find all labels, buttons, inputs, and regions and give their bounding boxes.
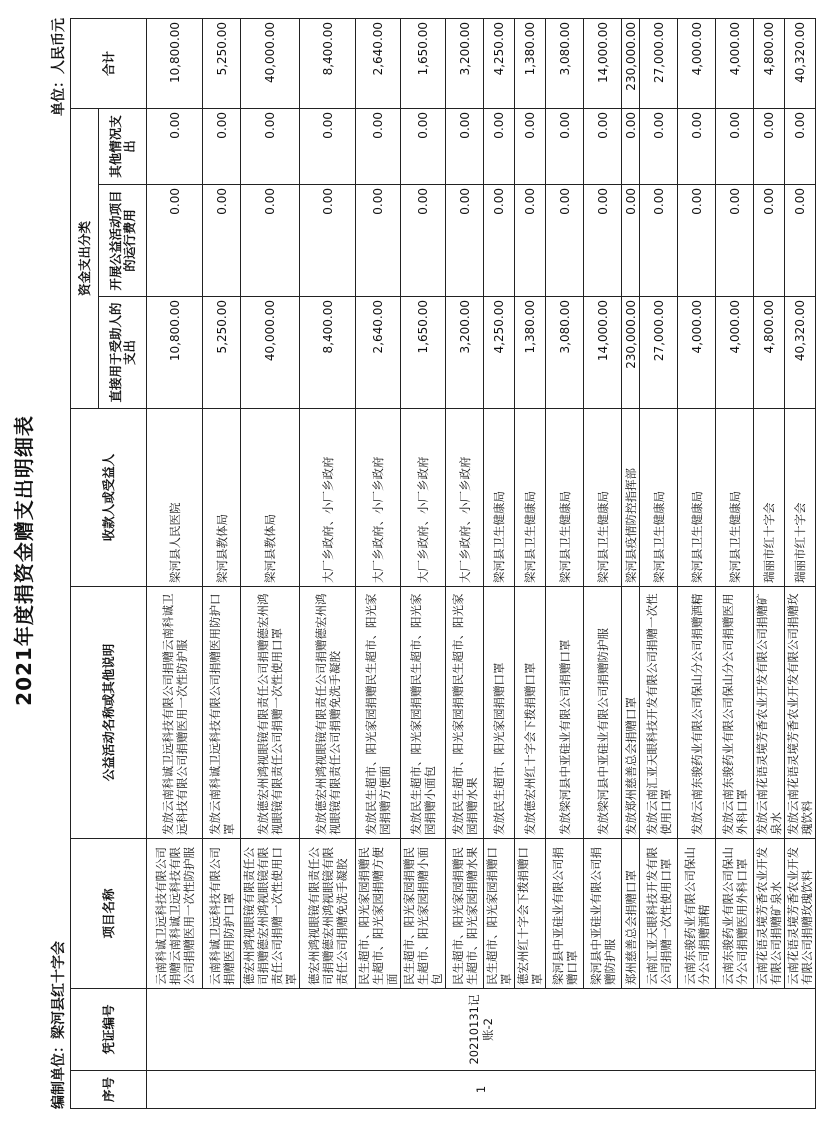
- operating-cell: 0.00: [484, 185, 515, 297]
- direct-cell: 10,800.00: [147, 297, 203, 409]
- total-cell: 4,800.00: [754, 18, 785, 108]
- unit-label: 单位：人民币元: [51, 18, 67, 116]
- header-activity: 公益活动名称或其他说明: [71, 587, 147, 839]
- direct-cell: 1,650.00: [401, 297, 446, 409]
- project-cell: 郑州慈善总会捐赠口罩: [622, 839, 640, 989]
- other-cell: 0.00: [622, 108, 640, 184]
- header-group-label: 资金支出分类: [76, 220, 92, 296]
- operating-cell: 0.00: [203, 185, 241, 297]
- project-cell: 德宏州鸿视眼镜有限责任公司捐赠德宏州鸿视眼镜有限责任公司捐赠一次性使用口罩: [241, 839, 300, 989]
- activity-cell: 发放云南汇亚天眼科技开发有限公司捐赠一次性使用口罩: [640, 587, 678, 839]
- activity-cell: 发放云南花语灵境芳香农业开发有限公司捐赠矿泉水: [754, 587, 785, 839]
- recipient-cell: 梁河县卫生健康局: [546, 409, 584, 587]
- direct-cell: 230,000.00: [622, 297, 640, 409]
- recipient-cell: 大厂乡政府、小厂乡政府: [446, 409, 484, 587]
- direct-cell: 40,000.00: [241, 297, 300, 409]
- operating-cell: 0.00: [678, 185, 716, 297]
- activity-cell: 发放郑州慈善总会捐赠口罩: [622, 587, 640, 839]
- recipient-cell: 大厂乡政府、小厂乡政府: [356, 409, 401, 587]
- direct-cell: 4,000.00: [678, 297, 716, 409]
- recipient-cell: 大厂乡政府、小厂乡政府: [401, 409, 446, 587]
- activity-cell: 发放云南花语灵境芳香农业开发有限公司捐赠玫瑰饮料: [785, 587, 816, 839]
- total-cell: 4,000.00: [678, 18, 716, 108]
- activity-cell: 发放德宏州鸿视眼镜有限责任公司捐赠德宏州鸿视眼镜有限责任公司捐赠一次性使用口罩: [241, 587, 300, 839]
- other-cell: 0.00: [356, 108, 401, 184]
- recipient-cell: 梁河县卫生健康局: [515, 409, 546, 587]
- direct-cell: 40,320.00: [785, 297, 816, 409]
- project-cell: 民生超市、阳光家园捐赠口罩: [484, 839, 515, 989]
- operating-cell: 0.00: [515, 185, 546, 297]
- header-group: [71, 108, 99, 408]
- total-cell: 1,380.00: [515, 18, 546, 108]
- project-cell: 梁河县中亚硅业有限公司捐赠防护服: [584, 839, 622, 989]
- other-cell: 0.00: [484, 108, 515, 184]
- total-cell: 230,000.00: [622, 18, 640, 108]
- other-cell: 0.00: [300, 108, 356, 184]
- recipient-cell: 瑞丽市红十字会: [785, 409, 816, 587]
- activity-cell: 发放民生超市、阳光家园捐赠口罩: [484, 587, 515, 839]
- operating-cell: 0.00: [241, 185, 300, 297]
- project-cell: 梁河县中亚硅业有限公司捐赠口罩: [546, 839, 584, 989]
- direct-cell: 4,250.00: [484, 297, 515, 409]
- operating-cell: 0.00: [584, 185, 622, 297]
- table-row: [640, 18, 678, 1108]
- other-cell: 0.00: [640, 108, 678, 184]
- page-title: 2021年度捐资金赠支出明细表: [12, 415, 36, 706]
- operating-cell: 0.00: [622, 185, 640, 297]
- activity-cell: 发放云南东骏药业有限公司保山分公司捐赠酒精: [678, 587, 716, 839]
- total-cell: 2,640.00: [356, 18, 401, 108]
- total-cell: 27,000.00: [640, 18, 678, 108]
- other-cell: 0.00: [446, 108, 484, 184]
- total-cell: 1,650.00: [401, 18, 446, 108]
- operating-cell: 0.00: [300, 185, 356, 297]
- recipient-cell: 梁河县教体局: [241, 409, 300, 587]
- other-cell: 0.00: [401, 108, 446, 184]
- table-body: [147, 18, 816, 1108]
- table-row: [203, 18, 241, 1108]
- recipient-cell: 梁河县卫生健康局: [484, 409, 515, 587]
- operating-cell: 0.00: [716, 185, 754, 297]
- direct-cell: 3,080.00: [546, 297, 584, 409]
- project-cell: 云南汇亚天眼科技开发有限公司捐赠一次性使用口罩: [640, 839, 678, 989]
- project-cell: 云南东骏药业有限公司保山分公司捐赠酒精: [678, 839, 716, 989]
- other-cell: 0.00: [678, 108, 716, 184]
- project-cell: 云南花语灵境芳香农业开发有限公司捐赠矿泉水: [754, 839, 785, 989]
- org-label: 编制单位：梁河县红十字会: [51, 941, 67, 1109]
- recipient-cell: 瑞丽市红十字会: [754, 409, 785, 587]
- donation-table: [70, 18, 816, 1109]
- header-voucher: 凭证编号: [71, 989, 147, 1071]
- activity-cell: 发放民生超市、阳光家园捐赠民生超市、阳光家园捐赠水果: [446, 587, 484, 839]
- table-row: [147, 18, 203, 1108]
- other-cell: 0.00: [754, 108, 785, 184]
- total-cell: 5,250.00: [203, 18, 241, 108]
- operating-cell: 0.00: [546, 185, 584, 297]
- recipient-cell: 梁河县人民医院: [147, 409, 203, 587]
- recipient-cell: 梁河县疫情防控指挥部: [622, 409, 640, 587]
- header-other: 其他情况支出: [99, 108, 147, 184]
- project-cell: 德宏州鸿视眼镜有限责任公司捐赠德宏州鸿视眼镜有限责任公司捐赠免洗手凝胶: [300, 839, 356, 989]
- table-row: [515, 18, 546, 1108]
- recipient-cell: 梁河县卫生健康局: [678, 409, 716, 587]
- operating-cell: 0.00: [147, 185, 203, 297]
- other-cell: 0.00: [203, 108, 241, 184]
- table-row: [484, 18, 515, 1108]
- project-cell: 民生超市、阳光家园捐赠民生超市、阳光家园捐赠小面包: [401, 839, 446, 989]
- activity-cell: 发放云南东骏药业有限公司保山分公司捐赠医用外科口罩: [716, 587, 754, 839]
- activity-cell: 发放云南科诚卫远科技有限公司捐赠医用防护口罩: [203, 587, 241, 839]
- total-cell: 14,000.00: [584, 18, 622, 108]
- other-cell: 0.00: [584, 108, 622, 184]
- operating-cell: 0.00: [356, 185, 401, 297]
- project-cell: 德宏州红十字会下拨捐赠口罩: [515, 839, 546, 989]
- table-row: [622, 18, 640, 1108]
- activity-cell: 发放梁河县中亚硅业有限公司捐赠口罩: [546, 587, 584, 839]
- total-cell: 40,320.00: [785, 18, 816, 108]
- header-operating: 开展公益活动项目的运行费用: [99, 185, 147, 297]
- operating-cell: 0.00: [754, 185, 785, 297]
- recipient-cell: 梁河县卫生健康局: [640, 409, 678, 587]
- project-cell: 云南科诚卫远科技有限公司捐赠医用防护口罩: [203, 839, 241, 989]
- table-row: [446, 18, 484, 1108]
- total-cell: 3,080.00: [546, 18, 584, 108]
- table-row: [546, 18, 584, 1108]
- table-row: [300, 18, 356, 1108]
- direct-cell: 4,800.00: [754, 297, 785, 409]
- recipient-cell: 大厂乡政府、小厂乡政府: [300, 409, 356, 587]
- table-row: [754, 18, 785, 1108]
- header-seq: 序号: [71, 1071, 147, 1109]
- operating-cell: 0.00: [785, 185, 816, 297]
- operating-cell: 0.00: [446, 185, 484, 297]
- total-cell: 10,800.00: [147, 18, 203, 108]
- header-recipient: 收款人或受益人: [71, 409, 147, 587]
- direct-cell: 14,000.00: [584, 297, 622, 409]
- direct-cell: 8,400.00: [300, 297, 356, 409]
- project-cell: 民生超市、阳光家园捐赠民生超市、阳光家园捐赠方便面: [356, 839, 401, 989]
- other-cell: 0.00: [716, 108, 754, 184]
- direct-cell: 2,640.00: [356, 297, 401, 409]
- project-cell: 民生超市、阳光家园捐赠民生超市、阳光家园捐赠水果: [446, 839, 484, 989]
- activity-cell: 发放德宏州鸿视眼镜有限责任公司捐赠德宏州鸿视眼镜有限责任公司捐赠免洗手凝胶: [300, 587, 356, 839]
- recipient-cell: 梁河县教体局: [203, 409, 241, 587]
- recipient-cell: 梁河县卫生健康局: [584, 409, 622, 587]
- project-cell: 云南花语灵境芳香农业开发有限公司捐赠玫瑰饮料: [785, 839, 816, 989]
- other-cell: 0.00: [241, 108, 300, 184]
- table-row: [785, 18, 816, 1108]
- operating-cell: 0.00: [401, 185, 446, 297]
- operating-cell: 0.00: [640, 185, 678, 297]
- total-cell: 8,400.00: [300, 18, 356, 108]
- table-row: [584, 18, 622, 1108]
- total-cell: 3,200.00: [446, 18, 484, 108]
- direct-cell: 1,380.00: [515, 297, 546, 409]
- table-row: [241, 18, 300, 1108]
- direct-cell: 5,250.00: [203, 297, 241, 409]
- project-cell: 云南东骏药业有限公司保山分公司捐赠医用外科口罩: [716, 839, 754, 989]
- table-row: [678, 18, 716, 1108]
- other-cell: 0.00: [147, 108, 203, 184]
- activity-cell: 发放民生超市、阳光家园捐赠民生超市、阳光家园捐赠小面包: [401, 587, 446, 839]
- direct-cell: 3,200.00: [446, 297, 484, 409]
- table-row: [401, 18, 446, 1108]
- header-direct: 直接用于受助人的支出: [99, 297, 147, 409]
- activity-cell: 发放梁河县中亚硅业有限公司捐赠防护服: [584, 587, 622, 839]
- direct-cell: 27,000.00: [640, 297, 678, 409]
- total-cell: 4,250.00: [484, 18, 515, 108]
- recipient-cell: 梁河县卫生健康局: [716, 409, 754, 587]
- table-row: [716, 18, 754, 1108]
- activity-cell: 发放民生超市、阳光家园捐赠民生超市、阳光家园捐赠方便面: [356, 587, 401, 839]
- header-total: 合计: [71, 18, 147, 108]
- activity-cell: 发放德宏州红十字会下拨捐赠口罩: [515, 587, 546, 839]
- total-cell: 4,000.00: [716, 18, 754, 108]
- other-cell: 0.00: [785, 108, 816, 184]
- project-cell: 云南科诚卫远科技有限公司捐赠云南科诚卫远科技有限公司捐赠医用一次性防护服: [147, 839, 203, 989]
- header-project: 项目名称: [71, 839, 147, 989]
- seq-cell: 1: [147, 1071, 816, 1109]
- table-row: [356, 18, 401, 1108]
- voucher-cell: 20210131记账-2: [147, 989, 816, 1071]
- other-cell: 0.00: [546, 108, 584, 184]
- direct-cell: 4,000.00: [716, 297, 754, 409]
- other-cell: 0.00: [515, 108, 546, 184]
- total-cell: 40,000.00: [241, 18, 300, 108]
- activity-cell: 发放云南科诚卫远科技有限公司捐赠云南科诚卫远科技有限公司捐赠医用一次性防护服: [147, 587, 203, 839]
